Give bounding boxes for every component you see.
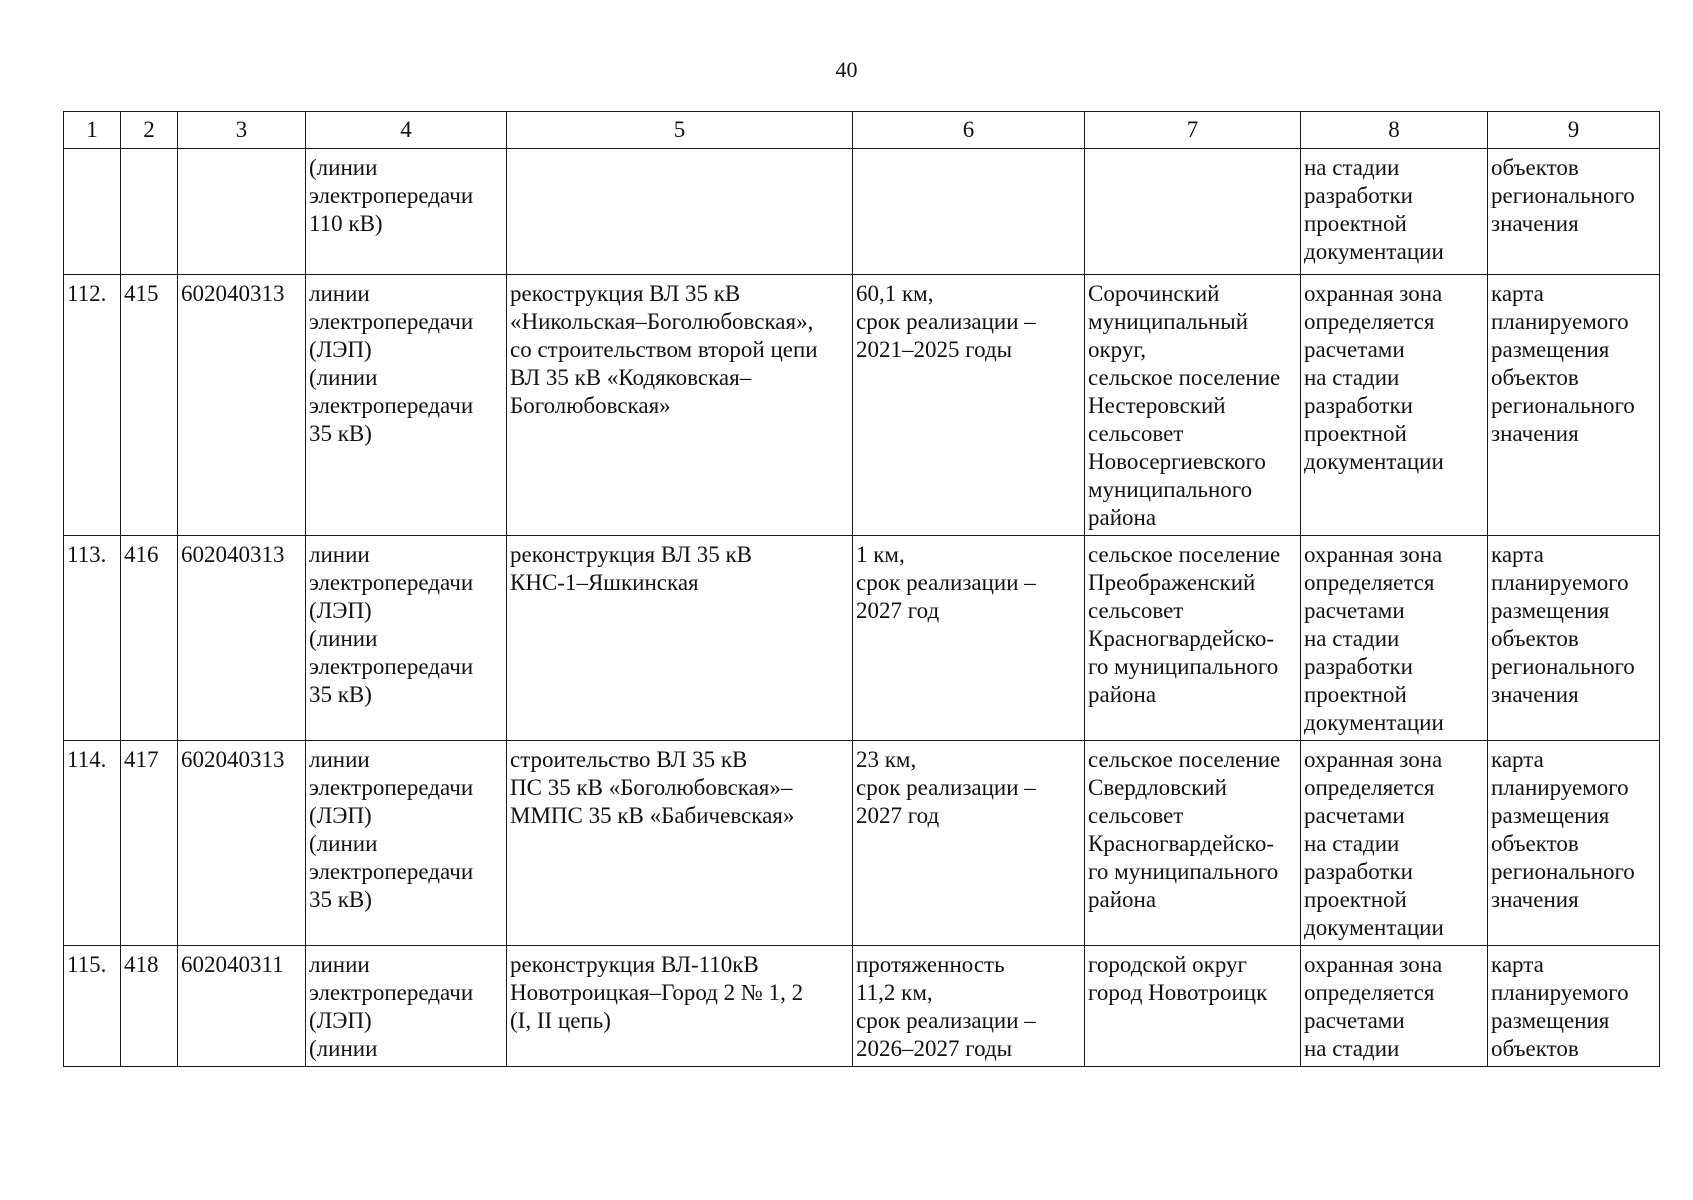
cell-text-line: реконструкция ВЛ 35 кВ — [510, 542, 752, 567]
cell-text-line: проектной — [1304, 682, 1407, 707]
cell-text-line: определяется — [1304, 980, 1435, 1005]
cell-text-line: объектов — [1491, 1036, 1579, 1061]
cell-text-line: город Новотроицк — [1088, 980, 1268, 1005]
cell-text-line: 11,2 км, — [856, 980, 933, 1005]
column-header: 7 — [1085, 112, 1301, 149]
cell-text-line: значения — [1491, 887, 1579, 912]
object-location-cell — [1085, 275, 1301, 536]
cell-text-line: ВЛ 35 кВ «Кодяковская– — [510, 365, 752, 390]
cell-text-line: го муниципального — [1088, 654, 1279, 679]
cell-text-line: документации — [1304, 449, 1444, 474]
cell-text-line: электропередачи — [309, 980, 474, 1005]
cell-text-line: карта — [1491, 542, 1544, 567]
object-description-cell — [507, 536, 853, 741]
cell-text-line: реконструкция ВЛ-110кВ — [510, 952, 759, 977]
cell-text-line: 2027 год — [856, 803, 940, 828]
cell-text-line: значения — [1491, 421, 1579, 446]
cell-text-line: 35 кВ) — [309, 421, 372, 446]
protection-zone-cell — [1301, 741, 1488, 946]
cell-text-line: расчетами — [1304, 803, 1405, 828]
data-table — [63, 111, 1660, 1067]
row-number-cell — [64, 149, 121, 275]
object-code-cell: 602040311 — [178, 946, 306, 1067]
protection-zone-cell — [1301, 149, 1488, 275]
cell-text-line: определяется — [1304, 775, 1435, 800]
object-description-cell — [507, 741, 853, 946]
cell-text-line: ПС 35 кВ «Боголюбовская»– — [510, 775, 793, 800]
cell-text-line: планируемого — [1491, 980, 1629, 1005]
cell-text-line: на стадии — [1304, 1036, 1400, 1061]
cell-text-line: расчетами — [1304, 598, 1405, 623]
cell-text-line: на стадии — [1304, 155, 1400, 180]
column-number-header-row — [64, 112, 1660, 149]
cell-text-line: 2026–2027 годы — [856, 1036, 1013, 1061]
object-code-cell: 602040313 — [178, 536, 306, 741]
row-number-cell: 114. — [64, 741, 121, 946]
table-row — [64, 536, 1660, 741]
protection-zone-cell — [1301, 275, 1488, 536]
cell-text-line: Преображенский — [1088, 570, 1256, 595]
object-type-cell — [306, 275, 507, 536]
cell-text-line: Сорочинский — [1088, 281, 1220, 306]
object-location-cell — [1085, 946, 1301, 1067]
object-id-cell: 415 — [121, 275, 178, 536]
column-header: 8 — [1301, 112, 1488, 149]
cell-text-line: значения — [1491, 682, 1579, 707]
object-id-cell: 418 — [121, 946, 178, 1067]
cell-text-line: регионального — [1491, 183, 1635, 208]
cell-text-line: 2027 год — [856, 598, 940, 623]
cell-text-line: линии — [309, 542, 370, 567]
cell-text-line: района — [1088, 887, 1157, 912]
column-header: 3 — [178, 112, 306, 149]
cell-text-line: срок реализации – — [856, 1008, 1036, 1033]
cell-text-line: (ЛЭП) — [309, 1008, 372, 1033]
cell-text-line: городской округ — [1088, 952, 1247, 977]
object-location-cell — [1085, 741, 1301, 946]
cell-text-line: объектов — [1491, 155, 1579, 180]
cell-text-line: (линии — [309, 831, 378, 856]
cell-text-line: Нестеровский — [1088, 393, 1226, 418]
cell-text-line: «Никольская–Боголюбовская», — [510, 309, 814, 334]
row-number-cell: 113. — [64, 536, 121, 741]
column-header: 6 — [853, 112, 1085, 149]
cell-text-line: карта — [1491, 952, 1544, 977]
cell-text-line: (линии — [309, 1036, 378, 1061]
object-location-cell — [1085, 149, 1301, 275]
row-number-cell: 112. — [64, 275, 121, 536]
cell-text-line: на стадии — [1304, 365, 1400, 390]
cell-text-line: линии — [309, 747, 370, 772]
column-header: 4 — [306, 112, 507, 149]
cell-text-line: электропередачи — [309, 183, 474, 208]
cell-text-line: района — [1088, 505, 1157, 530]
object-characteristics-cell — [853, 946, 1085, 1067]
cell-text-line: Красногвардейско- — [1088, 831, 1275, 856]
object-type-cell — [306, 536, 507, 741]
cell-text-line: карта — [1491, 747, 1544, 772]
cell-text-line: сельское поселение — [1088, 747, 1281, 772]
cell-text-line: (ЛЭП) — [309, 803, 372, 828]
cell-text-line: (линии — [309, 155, 378, 180]
cell-text-line: линии — [309, 952, 370, 977]
cell-text-line: электропередачи — [309, 570, 474, 595]
object-code-cell — [178, 149, 306, 275]
cell-text-line: со строительством второй цепи — [510, 337, 818, 362]
object-code-cell: 602040313 — [178, 741, 306, 946]
cell-text-line: документации — [1304, 239, 1444, 264]
object-id-cell: 417 — [121, 741, 178, 946]
cell-text-line: планируемого — [1491, 570, 1629, 595]
cell-text-line: сельское поселение — [1088, 365, 1281, 390]
cell-text-line: объектов — [1491, 831, 1579, 856]
cell-text-line: ММПС 35 кВ «Бабичевская» — [510, 803, 795, 828]
cell-text-line: размещения — [1491, 1008, 1610, 1033]
cell-text-line: Новосергиевского — [1088, 449, 1266, 474]
map-reference-cell — [1488, 149, 1660, 275]
cell-text-line: сельсовет — [1088, 421, 1184, 446]
cell-text-line: электропередачи — [309, 859, 474, 884]
cell-text-line: охранная зона — [1304, 281, 1443, 306]
cell-text-line: объектов — [1491, 626, 1579, 651]
column-header: 9 — [1488, 112, 1660, 149]
cell-text-line: электропередачи — [309, 654, 474, 679]
object-type-cell — [306, 149, 507, 275]
table-row — [64, 946, 1660, 1067]
cell-text-line: 1 км, — [856, 542, 905, 567]
cell-text-line: 2021–2025 годы — [856, 337, 1013, 362]
column-header: 5 — [507, 112, 853, 149]
object-location-cell — [1085, 536, 1301, 741]
cell-text-line: сельсовет — [1088, 598, 1184, 623]
object-type-cell — [306, 946, 507, 1067]
cell-text-line: документации — [1304, 915, 1444, 940]
cell-text-line: на стадии — [1304, 831, 1400, 856]
cell-text-line: Свердловский — [1088, 775, 1227, 800]
table-row — [64, 149, 1660, 275]
cell-text-line: сельсовет — [1088, 803, 1184, 828]
cell-text-line: охранная зона — [1304, 747, 1443, 772]
column-header: 2 — [121, 112, 178, 149]
cell-text-line: строительство ВЛ 35 кВ — [510, 747, 748, 772]
cell-text-line: размещения — [1491, 337, 1610, 362]
cell-text-line: проектной — [1304, 421, 1407, 446]
cell-text-line: разработки — [1304, 393, 1413, 418]
cell-text-line: (линии — [309, 626, 378, 651]
map-reference-cell — [1488, 946, 1660, 1067]
cell-text-line: муниципального — [1088, 477, 1253, 502]
object-type-cell — [306, 741, 507, 946]
object-id-cell — [121, 149, 178, 275]
object-description-cell — [507, 275, 853, 536]
object-description-cell — [507, 946, 853, 1067]
table-row — [64, 741, 1660, 946]
object-code-cell: 602040313 — [178, 275, 306, 536]
cell-text-line: Боголюбовская» — [510, 393, 671, 418]
cell-text-line: разработки — [1304, 183, 1413, 208]
cell-text-line: регионального — [1491, 654, 1635, 679]
cell-text-line: планируемого — [1491, 775, 1629, 800]
cell-text-line: электропередачи — [309, 309, 474, 334]
cell-text-line: определяется — [1304, 309, 1435, 334]
object-characteristics-cell — [853, 536, 1085, 741]
cell-text-line: 110 кВ) — [309, 211, 383, 236]
cell-text-line: планируемого — [1491, 309, 1629, 334]
cell-text-line: расчетами — [1304, 1008, 1405, 1033]
cell-text-line: 35 кВ) — [309, 682, 372, 707]
object-characteristics-cell — [853, 275, 1085, 536]
cell-text-line: линии — [309, 281, 370, 306]
cell-text-line: разработки — [1304, 654, 1413, 679]
cell-text-line: 23 км, — [856, 747, 917, 772]
cell-text-line: на стадии — [1304, 626, 1400, 651]
cell-text-line: КНС-1–Яшкинская — [510, 570, 699, 595]
cell-text-line: объектов — [1491, 365, 1579, 390]
table-row — [64, 275, 1660, 536]
cell-text-line: го муниципального — [1088, 859, 1279, 884]
cell-text-line: срок реализации – — [856, 775, 1036, 800]
row-number-cell: 115. — [64, 946, 121, 1067]
cell-text-line: срок реализации – — [856, 309, 1036, 334]
cell-text-line: сельское поселение — [1088, 542, 1281, 567]
cell-text-line: округ, — [1088, 337, 1146, 362]
cell-text-line: района — [1088, 682, 1157, 707]
cell-text-line: охранная зона — [1304, 952, 1443, 977]
cell-text-line: протяженность — [856, 952, 1005, 977]
cell-text-line: (ЛЭП) — [309, 337, 372, 362]
map-reference-cell — [1488, 741, 1660, 946]
cell-text-line: документации — [1304, 710, 1444, 735]
object-characteristics-cell — [853, 741, 1085, 946]
cell-text-line: Красногвардейско- — [1088, 626, 1275, 651]
cell-text-line: электропередачи — [309, 393, 474, 418]
cell-text-line: (I, II цепь) — [510, 1008, 611, 1033]
cell-text-line: регионального — [1491, 859, 1635, 884]
cell-text-line: определяется — [1304, 570, 1435, 595]
map-reference-cell — [1488, 536, 1660, 741]
cell-text-line: срок реализации – — [856, 570, 1036, 595]
cell-text-line: муниципальный — [1088, 309, 1249, 334]
object-description-cell — [507, 149, 853, 275]
cell-text-line: электропередачи — [309, 775, 474, 800]
cell-text-line: проектной — [1304, 887, 1407, 912]
map-reference-cell — [1488, 275, 1660, 536]
cell-text-line: размещения — [1491, 803, 1610, 828]
object-id-cell: 416 — [121, 536, 178, 741]
column-header: 1 — [64, 112, 121, 149]
cell-text-line: 60,1 км, — [856, 281, 934, 306]
page-number: 40 — [835, 57, 858, 82]
cell-text-line: карта — [1491, 281, 1544, 306]
cell-text-line: размещения — [1491, 598, 1610, 623]
cell-text-line: Новотроицкая–Город 2 № 1, 2 — [510, 980, 804, 1005]
cell-text-line: значения — [1491, 211, 1579, 236]
cell-text-line: рекострукция ВЛ 35 кВ — [510, 281, 741, 306]
protection-zone-cell — [1301, 536, 1488, 741]
cell-text-line: регионального — [1491, 393, 1635, 418]
cell-text-line: проектной — [1304, 211, 1407, 236]
cell-text-line: (линии — [309, 365, 378, 390]
cell-text-line: разработки — [1304, 859, 1413, 884]
cell-text-line: (ЛЭП) — [309, 598, 372, 623]
cell-text-line: 35 кВ) — [309, 887, 372, 912]
object-characteristics-cell — [853, 149, 1085, 275]
cell-text-line: охранная зона — [1304, 542, 1443, 567]
cell-text-line: расчетами — [1304, 337, 1405, 362]
protection-zone-cell — [1301, 946, 1488, 1067]
